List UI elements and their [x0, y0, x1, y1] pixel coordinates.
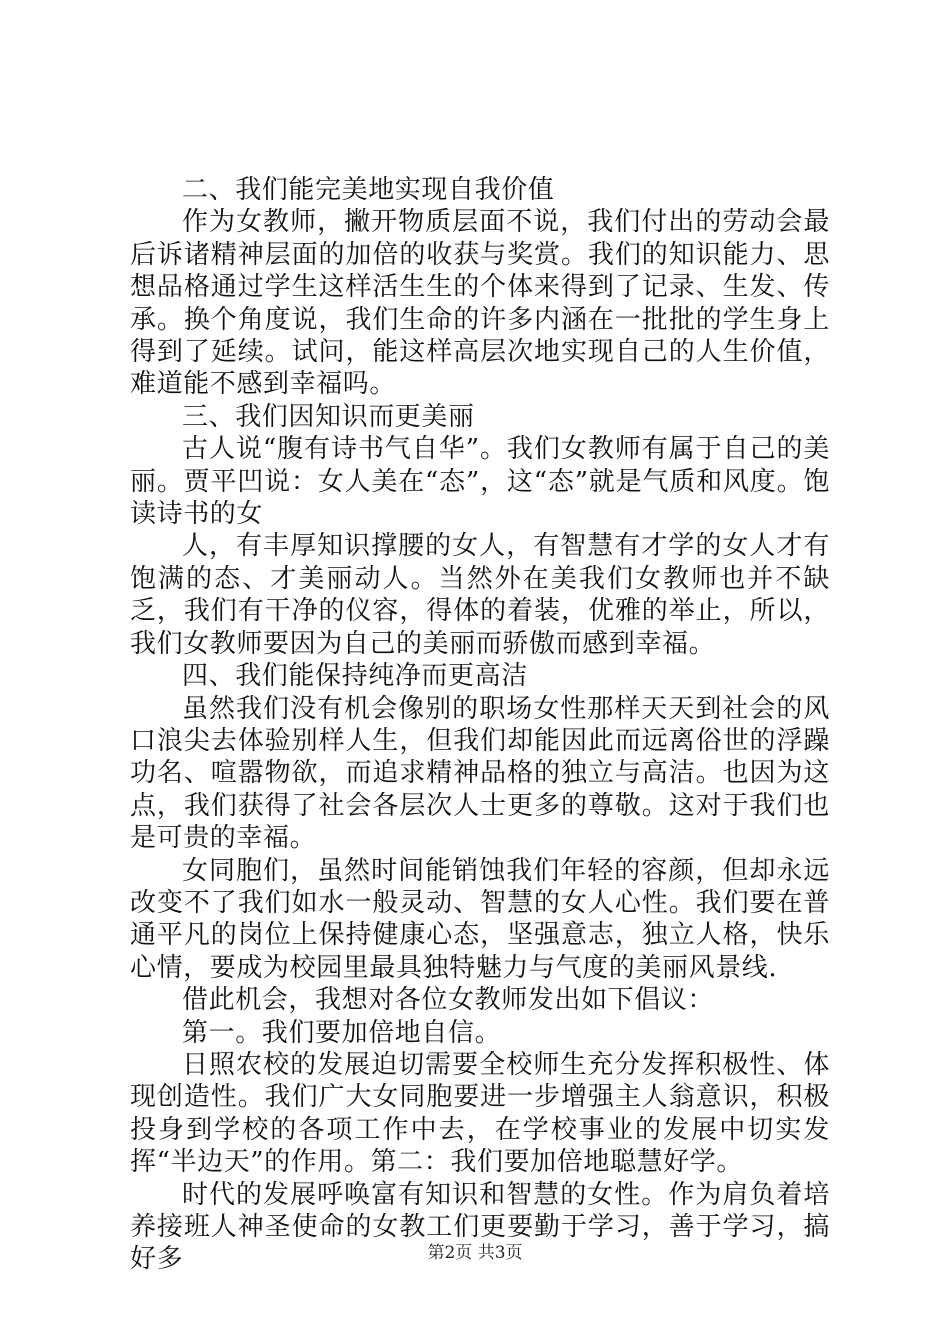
paragraph: 第一。我们要加倍地自信。 — [182, 1017, 502, 1048]
document-body — [130, 174, 830, 1276]
page-number-footer: 第2页 共3页 — [427, 1243, 523, 1263]
section-heading: 二、我们能完美地实现自我价值 — [182, 175, 555, 205]
paragraph: 借此机会，我想对各位女教师发出如下倡议： — [182, 985, 715, 1016]
paragraph: 时代的发展呼唤富有知识和智慧的女性。作为肩负着培养接班人神圣使命的女教工们更要勤于学习，善于学习，搞好多 — [130, 1179, 830, 1275]
paragraph: 日照农校的发展迫切需要全校师生充分发挥积极性、体现创造性。我们广大女同胞要进一步增强主人翁意识，积极投身到学校的各项工作中去，在学校事业的发展中切实发挥“半边天”的作用。第二：我们要加倍地聪慧好学。 — [130, 1049, 830, 1178]
paragraph: 古人说“腹有诗书气自华”。我们女教师有属于自己的美丽。贾平凹说：女人美在“态”，这“态”就是气质和风度。饱读诗书的女 — [130, 434, 830, 530]
paragraph: 人，有丰厚知识撑腰的女人，有智慧有才学的女人才有饱满的态、才美丽动人。当然外在美我们女教师也并不缺乏，我们有干净的仪容，得体的着装，优雅的举止，所以，我们女教师要因为自己的美丽而骄傲而感到幸福。 — [130, 531, 830, 659]
section-heading: 三、我们因知识而更美丽 — [182, 401, 475, 432]
paragraph: 女同胞们，虽然时间能销蚀我们年轻的容颜，但却永远改变不了我们如水一般灵动、智慧的女人心性。我们要在普通平凡的岗位上保持健康心态，坚强意志，独立人格，快乐心情，要成为校园里最具独特魅力与气度的美丽风景线. — [130, 855, 830, 983]
section-heading: 四、我们能保持纯净而更高洁 — [182, 661, 528, 692]
paragraph: 虽然我们没有机会像别的职场女性那样天天到社会的风口浪尖去体验别样人生，但我们却能因此而远离俗世的浮躁功名、喧嚣物欲，而追求精神品格的独立与高洁。也因为这点，我们获得了社会各层次人士更多的尊敬。这对于我们也是可贵的幸福。 — [130, 693, 830, 854]
paragraph: 作为女教师，撇开物质层面不说，我们付出的劳动会最后诉诸精神层面的加倍的收获与奖赏。我们的知识能力、思想品格通过学生这样活生生的个体来得到了记录、生发、传承。换个角度说，我们生命的许多内涵在一批批的学生身上得到了延续。试问，能这样高层次地实现自己的人生价值，难道能不感到幸福吗。 — [130, 207, 830, 400]
